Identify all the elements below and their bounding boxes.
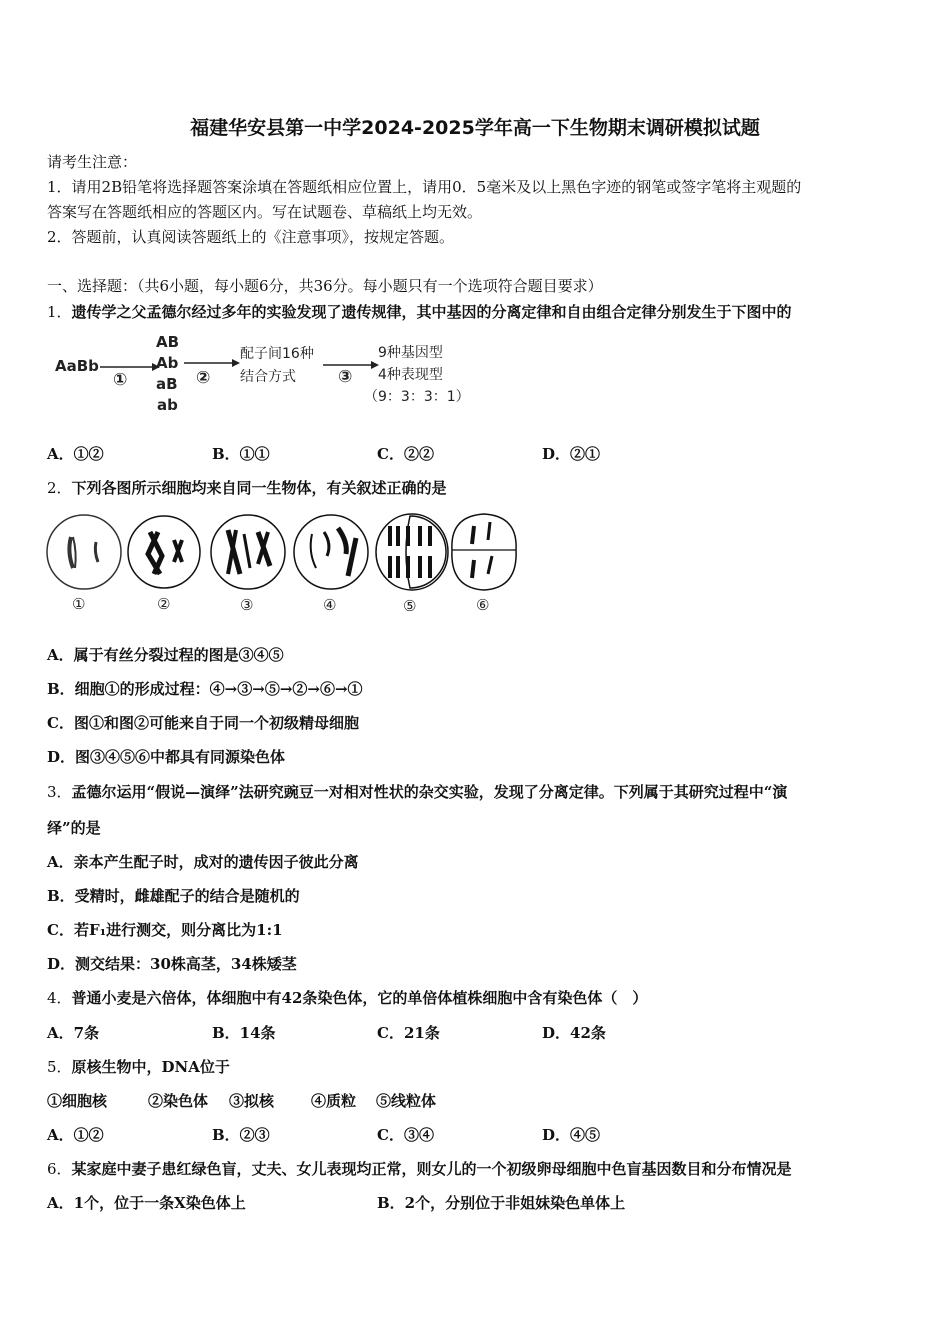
cell-3-icon	[211, 515, 285, 589]
cell-3-label: ③	[240, 596, 254, 614]
notice-line-1a: 1．请用2B铅笔将选择题答案涂填在答题纸相应位置上，请用0．5毫米及以上黑色字迹的钢笔或签字笔将主观题的	[47, 178, 802, 196]
q4-option-c[interactable]: C．21条	[377, 1024, 440, 1042]
q2-stem: 下列各图所示细胞均来自同一生物体，有关叙述正确的是	[71, 479, 447, 497]
page-title: 福建华安县第一中学2024-2025学年高一下生物期末调研模拟试题	[190, 117, 760, 139]
q2-option-b[interactable]: B．细胞①的形成过程：④→③→⑤→②→⑥→①	[47, 680, 363, 698]
step-1-label: ①	[113, 370, 128, 390]
q2-option-c[interactable]: C．图①和图②可能来自于同一个初级精母细胞	[47, 714, 359, 732]
q5-choice-4: ④质粒	[311, 1092, 357, 1110]
cell-4-label: ④	[323, 596, 337, 614]
notice-heading: 请考生注意：	[47, 153, 138, 171]
section-heading: 一、选择题：（共6小题，每小题6分，共36分。每小题只有一个选项符合题目要求）	[47, 277, 603, 295]
q1-number: 1．	[47, 303, 72, 321]
q3-option-b[interactable]: B．受精时，雌雄配子的结合是随机的	[47, 887, 300, 905]
q2-option-d[interactable]: D．图③④⑤⑥中都具有同源染色体	[47, 748, 286, 766]
q1-option-b[interactable]: B．①①	[212, 445, 270, 463]
step-2-label: ②	[196, 368, 211, 388]
q2-number: 2．	[47, 479, 72, 497]
q3-option-c[interactable]: C．若F₁进行测交，则分离比为1:1	[47, 921, 283, 939]
diagram-start: AaBb	[55, 357, 99, 375]
q5-choice-3: ③拟核	[229, 1092, 275, 1110]
q1-stem: 遗传学之父孟德尔经过多年的实验发现了遗传规律，其中基因的分离定律和自由组合定律分别发生于下图中的	[71, 303, 792, 321]
notice-line-2: 2．答题前，认真阅读答题纸上的《注意事项》，按规定答题。	[47, 228, 455, 246]
gamete-ab-4: ab	[157, 396, 178, 414]
q6-stem: 某家庭中妻子患红绿色盲，丈夫、女儿表现均正常，则女儿的一个初级卵母细胞中色盲基因数目和分布情况是	[71, 1160, 792, 1178]
cell-2-label: ②	[157, 595, 171, 613]
q5-choice-5: ⑤线粒体	[376, 1092, 437, 1110]
cell-4-icon	[294, 515, 368, 589]
q1-option-d[interactable]: D．②①	[542, 445, 601, 463]
q6-option-b[interactable]: B．2个，分别位于非姐妹染色单体上	[377, 1194, 626, 1212]
cell-1-icon	[47, 515, 121, 589]
diagram-result-2: 4种表现型	[378, 367, 443, 383]
q5-stem: 原核生物中，DNA位于	[71, 1058, 230, 1076]
diagram-mid-1: 配子间16种	[240, 346, 314, 362]
q3-stem-2: 绎”的是	[47, 819, 101, 837]
q5-option-d[interactable]: D．④⑤	[542, 1126, 601, 1144]
q3-option-d[interactable]: D．测交结果：30株高茎，34株矮茎	[47, 955, 297, 973]
arrow-2-icon	[184, 358, 240, 368]
q2-option-a[interactable]: A．属于有丝分裂过程的图是③④⑤	[47, 646, 284, 664]
cell-6-label: ⑥	[476, 596, 490, 614]
q1-option-c[interactable]: C．②②	[377, 445, 434, 463]
diagram-mid-2: 结合方式	[240, 369, 296, 385]
cell-2-icon	[128, 516, 200, 588]
q5-choice-1: ①细胞核	[47, 1092, 108, 1110]
cell-1-label: ①	[72, 595, 86, 613]
q4-option-b[interactable]: B．14条	[212, 1024, 276, 1042]
q3-option-a[interactable]: A．亲本产生配子时，成对的遗传因子彼此分离	[47, 853, 359, 871]
notice-line-1b: 答案写在答题纸相应的答题区内。写在试题卷、草稿纸上均无效。	[47, 203, 483, 221]
q3-stem-1: 孟德尔运用“假说—演绎”法研究豌豆一对相对性状的杂交实验，发现了分离定律。下列属于其研究过程中“演	[71, 783, 788, 801]
cell-5-label: ⑤	[403, 597, 417, 615]
cell-5-icon	[376, 514, 448, 590]
step-3-label: ③	[338, 367, 353, 387]
q6-option-a[interactable]: A．1个，位于一条X染色体上	[47, 1194, 246, 1212]
gamete-ab-1: AB	[156, 333, 180, 351]
q4-option-d[interactable]: D．42条	[542, 1024, 606, 1042]
cell-division-figure	[42, 504, 522, 624]
q4-stem: 普通小麦是六倍体，体细胞中有42条染色体，它的单倍体植株细胞中含有染色体（ ）	[71, 989, 648, 1007]
q5-option-b[interactable]: B．②③	[212, 1126, 270, 1144]
diagram-result-3: （9：3：3：1）	[364, 389, 470, 405]
q3-number: 3．	[47, 783, 72, 801]
q6-number: 6．	[47, 1160, 72, 1178]
q4-number: 4．	[47, 989, 72, 1007]
q5-option-c[interactable]: C．③④	[377, 1126, 434, 1144]
q1-option-a[interactable]: A．①②	[47, 445, 104, 463]
q5-choice-2: ②染色体	[148, 1092, 209, 1110]
q4-option-a[interactable]: A．7条	[47, 1024, 100, 1042]
gamete-ab-3: aB	[156, 375, 178, 393]
diagram-result-1: 9种基因型	[378, 345, 443, 361]
cell-6-icon	[452, 514, 516, 590]
q5-number: 5．	[47, 1058, 72, 1076]
arrow-1-icon	[100, 362, 160, 372]
q5-option-a[interactable]: A．①②	[47, 1126, 104, 1144]
gamete-ab-2: Ab	[156, 354, 179, 372]
